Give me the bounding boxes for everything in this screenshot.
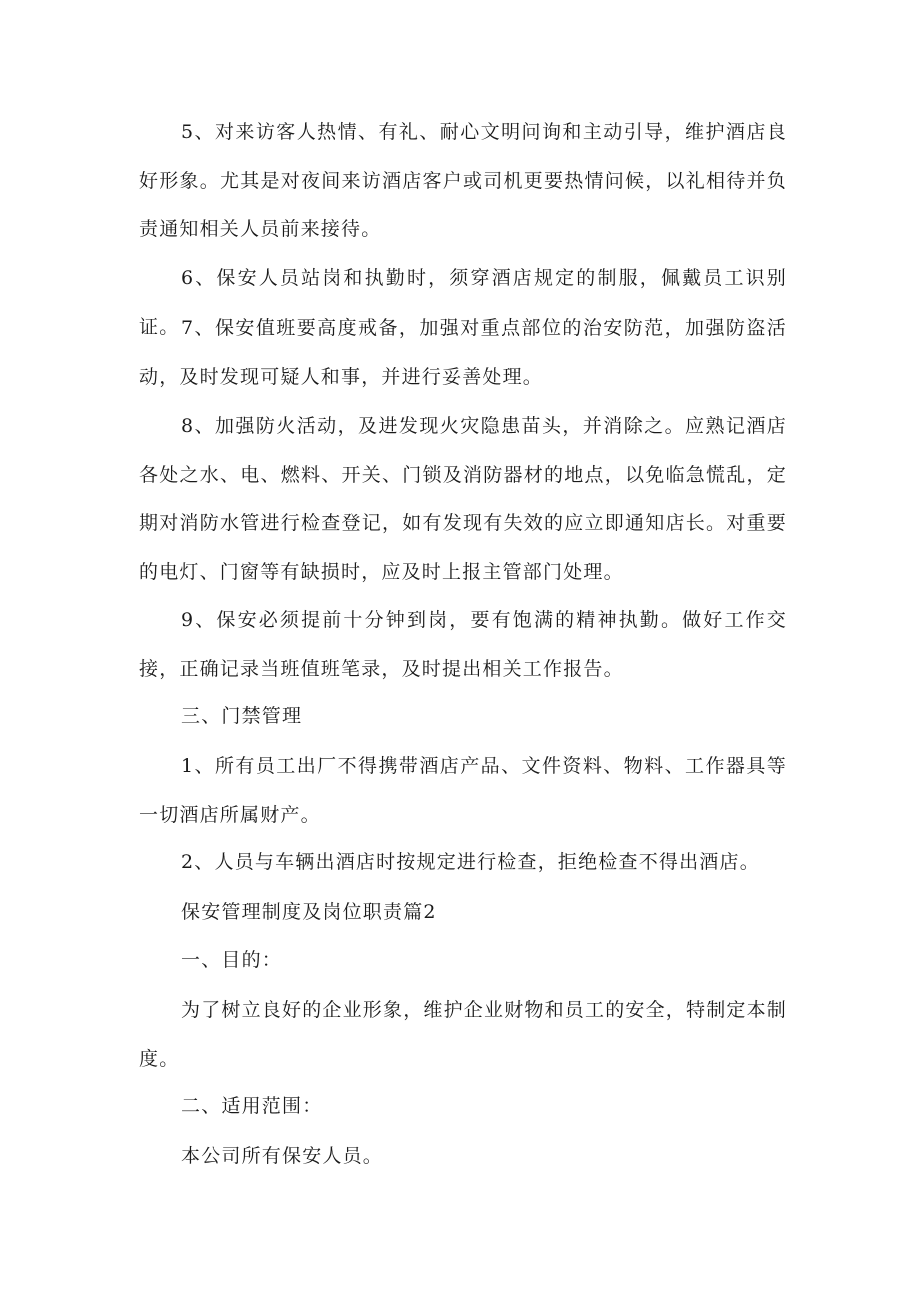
paragraph-rule-8: 8、加强防火活动，及进发现火灾隐患苗头，并消除之。应熟记酒店各处之水、电、燃料、开关、门锁及消防器材的地点，以免临急慌乱，定期对消防水管进行检查登记，如有发现有失效的应立即通知店长。对重要的电灯、门窗等有缺损时，应及时上报主管部门处理。 [139, 415, 787, 583]
paragraph-rule-7: 7、保安值班要高度戒备，加强对重点部位的治安防范，加强防盗活动，及时发现可疑人和事，并进行妥善处理。 [139, 317, 787, 388]
section-heading-access: 三、门禁管理 [181, 705, 303, 727]
paragraph-rule-5: 5、对来访客人热情、有礼、耐心文明问询和主动引导，维护酒店良好形象。尤其是对夜间来访酒店客户或司机更要热情问候，以礼相待并负责通知相关人员前来接待。 [139, 121, 787, 240]
section-heading-purpose: 一、目的： [181, 949, 283, 971]
paragraph-access-1: 1、所有员工出厂不得携带酒店产品、文件资料、物料、工作器具等一切酒店所属财产。 [139, 755, 787, 826]
article-title: 保安管理制度及岗位职责篇2 [181, 901, 437, 923]
paragraph-scope: 本公司所有保安人员。 [181, 1145, 384, 1167]
section-heading-scope: 二、适用范围： [181, 1095, 323, 1117]
paragraph-rule-6: 6、保安人员站岗和执勤时，须穿酒店规定的制服，佩戴员工识别证。 [139, 267, 787, 338]
paragraph-access-2: 2、人员与车辆出酒店时按规定进行检查，拒绝检查不得出酒店。 [181, 851, 760, 873]
paragraph-purpose: 为了树立良好的企业形象，维护企业财物和员工的安全，特制定本制度。 [139, 999, 788, 1070]
paragraph-rule-9: 9、保安必须提前十分钟到岗，要有饱满的精神执勤。做好工作交接，正确记录当班值班笔录，及时提出相关工作报告。 [139, 609, 787, 680]
